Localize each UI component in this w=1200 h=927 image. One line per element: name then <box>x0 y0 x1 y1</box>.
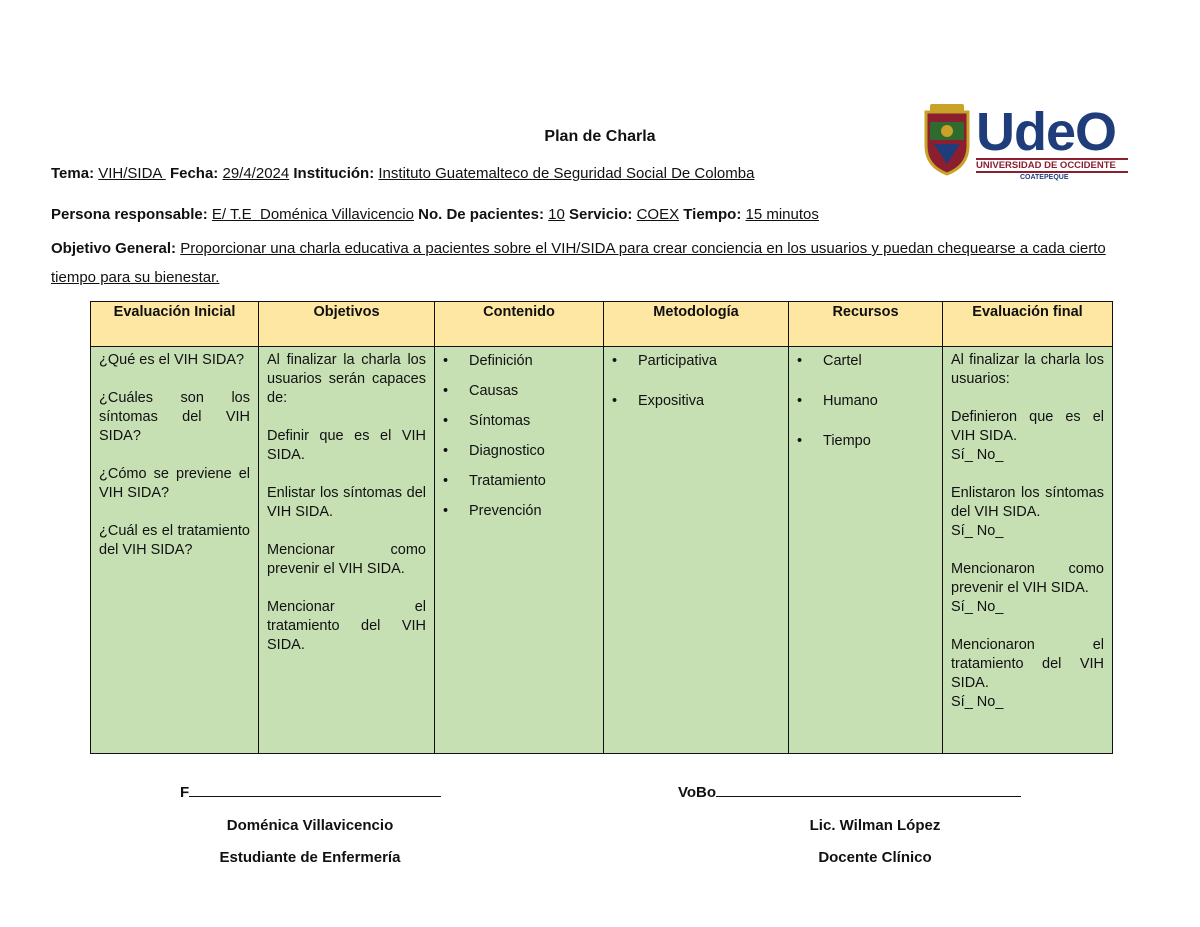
cell-recursos <box>789 347 943 754</box>
objetivo-label: Objetivo General: <box>51 240 177 257</box>
header-contenido: Contenido <box>435 302 604 347</box>
objective-item: Mencionar como prevenir el VIH SIDA. <box>267 542 426 577</box>
signature-line-teacher <box>678 784 1021 801</box>
tiempo-label: Tiempo: <box>683 206 742 223</box>
table-row <box>91 347 1113 754</box>
evaluation-check: Sí_ No_ <box>951 447 1004 463</box>
university-logo <box>920 100 1130 186</box>
list-item: • Humano <box>797 381 934 421</box>
cell-evaluacion-final <box>943 347 1113 754</box>
logo-subtitle: UNIVERSIDAD DE OCCIDENTE <box>976 158 1128 173</box>
logo-wordmark: UdeO <box>976 102 1117 162</box>
objective-item: Al finalizar la charla los usuarios serán capaces de: <box>267 352 426 406</box>
list-item: • Participativa <box>612 341 780 381</box>
servicio-value: COEX <box>636 206 680 223</box>
header-line-responsable <box>51 206 819 223</box>
objective-item: Definir que es el VIH SIDA. <box>267 428 426 463</box>
list-item: • Expositiva <box>612 381 780 421</box>
objetivo-general <box>51 234 1146 292</box>
teacher-role: Docente Clínico <box>818 849 932 866</box>
responsable-label: Persona responsable: <box>51 206 208 223</box>
evaluation-check: Sí_ No_ <box>951 523 1004 539</box>
objective-item: Enlistar los síntomas del VIH SIDA. <box>267 485 426 520</box>
fecha-value: 29/4/2024 <box>222 165 290 182</box>
question-item: ¿Cuáles son los síntomas del VIH SIDA? <box>99 390 250 444</box>
header-objetivos: Objetivos <box>259 302 435 347</box>
servicio-label: Servicio: <box>569 206 633 223</box>
plan-table <box>90 301 1113 754</box>
header-line-tema <box>51 165 754 182</box>
objetivo-value: Proporcionar una charla educativa a pacientes sobre el VIH/SIDA para crear conciencia en los usuarios y puedan chequearse a cada cierto tiempo para su bienestar. <box>51 240 1106 286</box>
cell-objetivos <box>259 347 435 754</box>
evaluation-intro: Al finalizar la charla los usuarios: <box>951 352 1104 387</box>
list-item: • Causas <box>443 376 595 406</box>
tema-value: VIH/SIDA <box>98 165 166 182</box>
metodologia-list <box>612 341 780 421</box>
signature-prefix: VoBo <box>678 784 717 801</box>
table-header-row <box>91 302 1113 347</box>
list-item: • Diagnostico <box>443 436 595 466</box>
question-item: ¿Cuál es el tratamiento del VIH SIDA? <box>99 523 250 558</box>
header-evaluacion-inicial: Evaluación Inicial <box>91 302 259 347</box>
list-item: • Definición <box>443 346 595 376</box>
evaluation-check: Sí_ No_ <box>951 694 1004 710</box>
evaluation-item: Enlistaron los síntomas del VIH SIDA. <box>951 485 1104 520</box>
institucion-value: Instituto Guatemalteco de Seguridad Social De Colomba <box>378 165 755 182</box>
recursos-list <box>797 341 934 461</box>
list-item: • Tiempo <box>797 421 934 461</box>
list-item: • Prevención <box>443 496 595 526</box>
institucion-label: Institución: <box>293 165 375 182</box>
list-item: • Tratamiento <box>443 466 595 496</box>
list-item: • Cartel <box>797 341 934 381</box>
tema-label: Tema: <box>51 165 95 182</box>
question-item: ¿Qué es el VIH SIDA? <box>99 352 245 368</box>
header-metodologia: Metodología <box>604 302 789 347</box>
fecha-label: Fecha: <box>169 165 219 182</box>
contenido-list <box>443 346 595 526</box>
list-item: • Síntomas <box>443 406 595 436</box>
signature-blank <box>189 796 441 797</box>
document-title: Plan de Charla <box>544 128 656 145</box>
question-item: ¿Cómo se previene el VIH SIDA? <box>99 466 250 501</box>
header-recursos: Recursos <box>789 302 943 347</box>
responsable-value: E/ T.E Doménica Villavicencio <box>211 206 414 223</box>
teacher-name: Lic. Wilman López <box>809 817 941 834</box>
signature-prefix: F <box>180 784 190 801</box>
header-evaluacion-final: Evaluación final <box>943 302 1113 347</box>
signature-line-student <box>180 784 441 801</box>
evaluation-item: Mencionaron como prevenir el VIH SIDA. <box>951 561 1104 596</box>
signature-blank <box>716 796 1021 797</box>
student-role: Estudiante de Enfermería <box>219 849 401 866</box>
cell-metodologia <box>604 347 789 754</box>
evaluation-check: Sí_ No_ <box>951 599 1004 615</box>
objective-item: Mencionar el tratamiento del VIH SIDA. <box>267 599 426 653</box>
pacientes-value: 10 <box>548 206 565 223</box>
evaluation-item: Definieron que es el VIH SIDA. <box>951 409 1104 444</box>
pacientes-label: No. De pacientes: <box>418 206 544 223</box>
logo-campus: COATEPEQUE <box>1020 174 1069 181</box>
cell-evaluacion-inicial <box>91 347 259 754</box>
evaluation-item: Mencionaron el tratamiento del VIH SIDA. <box>951 637 1104 691</box>
cell-contenido <box>435 347 604 754</box>
student-name: Doménica Villavicencio <box>226 817 394 834</box>
tiempo-value: 15 minutos <box>745 206 819 223</box>
